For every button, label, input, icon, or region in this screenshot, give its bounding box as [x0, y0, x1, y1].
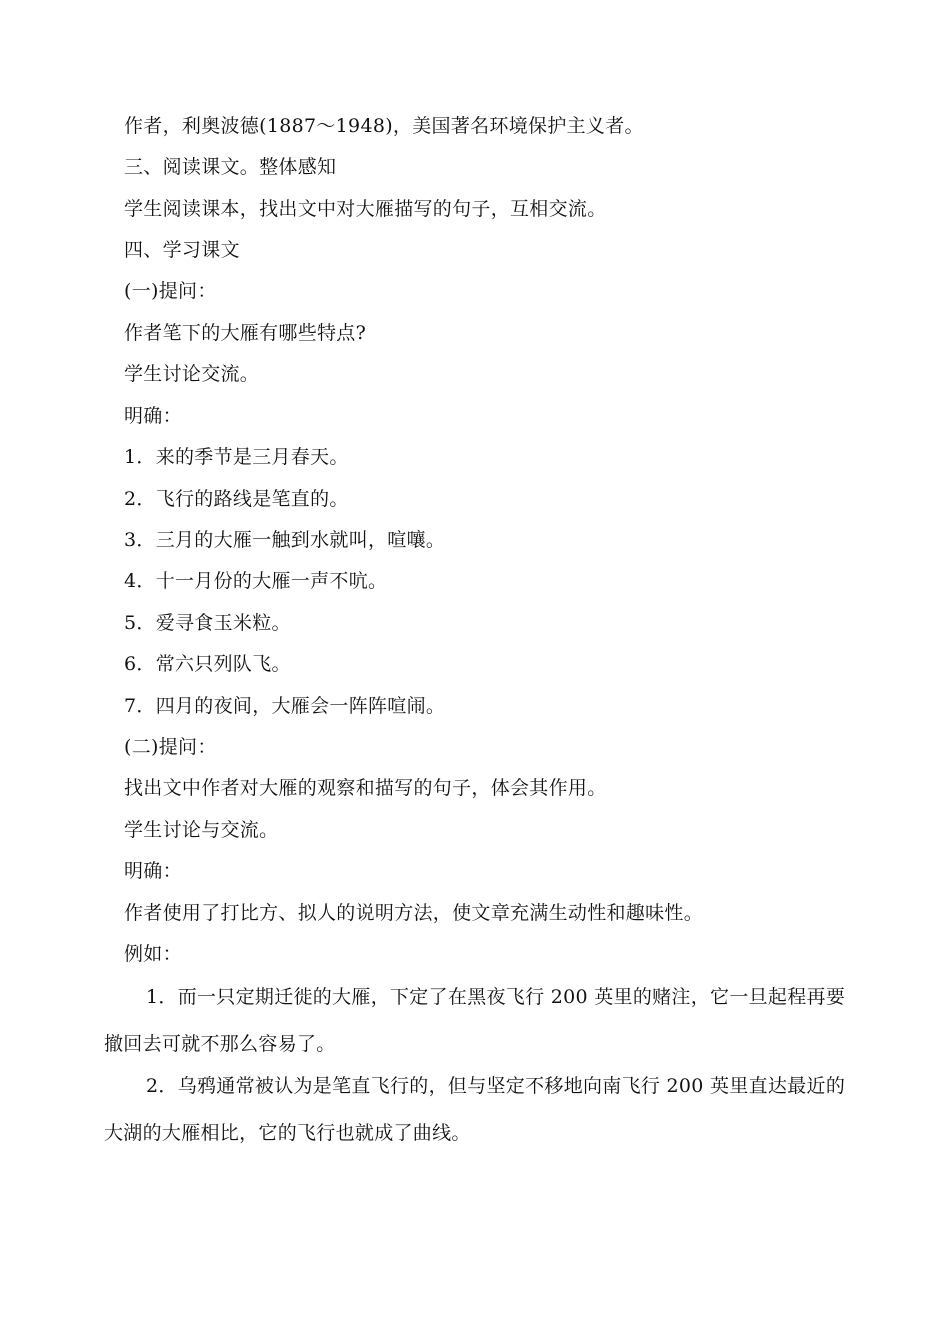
question-heading-1: (一)提问： [124, 280, 217, 302]
example-1-line-1: 1．而一只定期迁徙的大雁，下定了在黑夜飞行 200 英里的赌注，它一旦起程再要 [146, 986, 846, 1008]
question-text: 找出文中作者对大雁的观察和描写的句子，体会其作用。 [124, 777, 607, 799]
author-intro: 作者，利奥波德(1887～1948)，美国著名环境保护主义者。 [124, 115, 644, 137]
list-item: 7．四月的夜间，大雁会一阵阵喧闹。 [124, 695, 446, 717]
example-label: 例如： [124, 943, 182, 965]
paragraph: 学生讨论交流。 [124, 363, 260, 385]
question-heading-2: (二)提问： [124, 736, 217, 758]
question-text: 作者笔下的大雁有哪些特点? [124, 322, 367, 344]
section-heading-3: 三、阅读课文。整体感知 [124, 156, 337, 178]
list-item: 6．常六只列队飞。 [124, 653, 291, 675]
paragraph: 学生阅读课本，找出文中对大雁描写的句子，互相交流。 [124, 198, 607, 220]
list-item: 2．飞行的路线是笔直的。 [124, 488, 349, 510]
answer-label: 明确： [124, 860, 182, 882]
list-item: 4．十一月份的大雁一声不吭。 [124, 570, 388, 592]
example-2-line-2: 大湖的大雁相比，它的飞行也就成了曲线。 [104, 1122, 471, 1144]
paragraph: 学生讨论与交流。 [124, 819, 279, 841]
example-2-line-1: 2．乌鸦通常被认为是笔直飞行的，但与坚定不移地向南飞行 200 英里直达最近的 [146, 1075, 846, 1097]
answer-label: 明确： [124, 405, 182, 427]
paragraph: 作者使用了打比方、拟人的说明方法，使文章充满生动性和趣味性。 [124, 902, 704, 924]
list-item: 1．来的季节是三月春天。 [124, 446, 349, 468]
section-heading-4: 四、学习课文 [124, 239, 240, 261]
list-item: 5．爱寻食玉米粒。 [124, 612, 291, 634]
list-item: 3．三月的大雁一触到水就叫，喧嚷。 [124, 529, 446, 551]
example-1-line-2: 撤回去可就不那么容易了。 [104, 1033, 336, 1055]
